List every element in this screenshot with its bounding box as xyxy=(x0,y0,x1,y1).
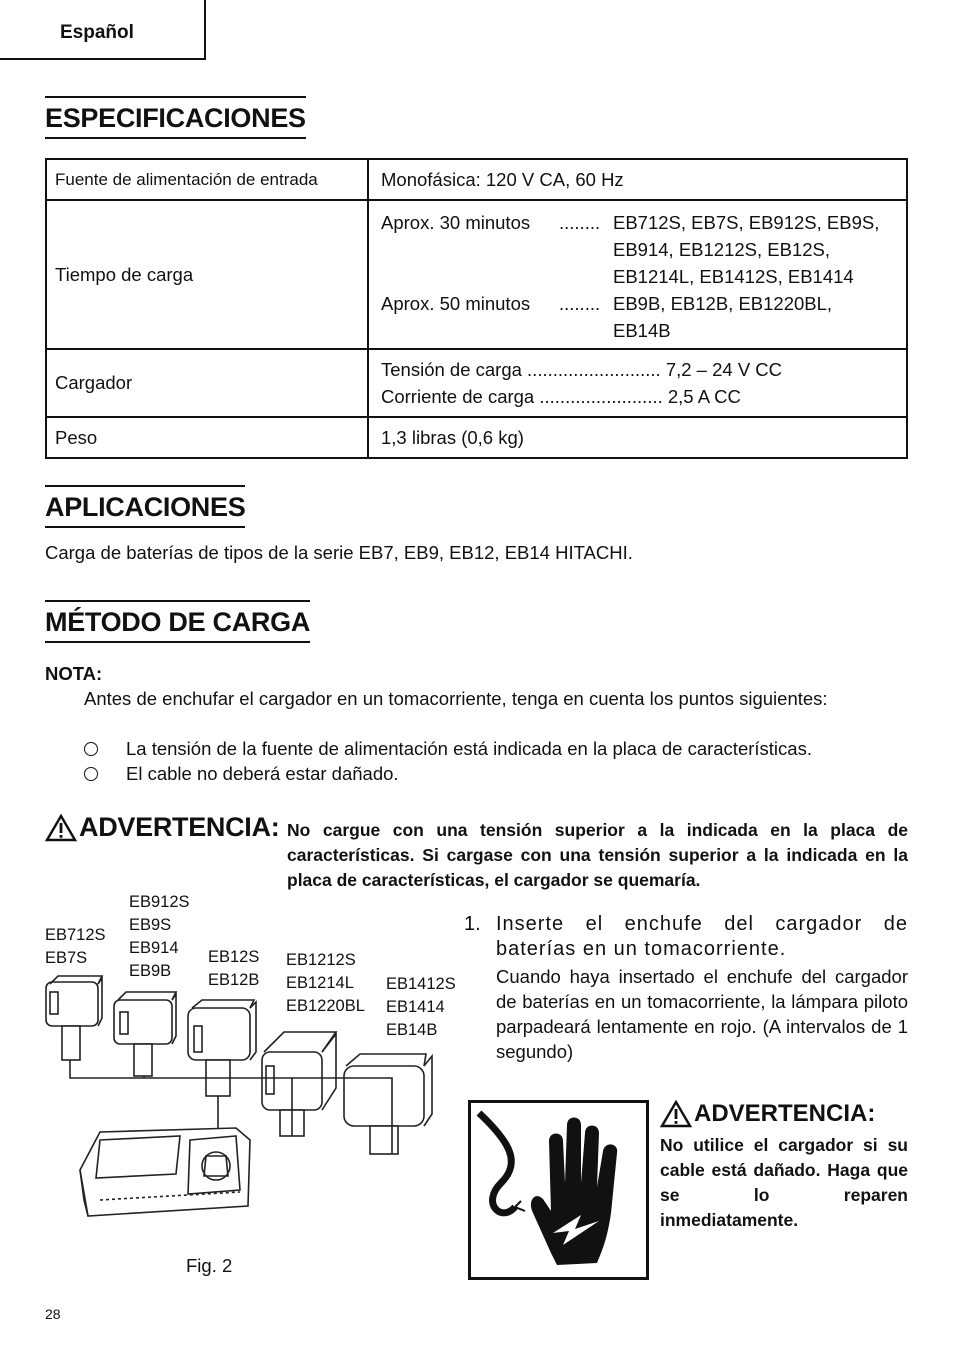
warning2-heading xyxy=(660,1100,875,1128)
spec-value: Aprox. 30 minutos ........ EB712S, EB7S, EB912S, EB9S, EB914, EB1212S, EB12S, EB1214L, EB1412S, EB1414 Aprox. 50 minutos ........ EB9B, EB12B, EB1220BL, EB14B xyxy=(368,200,907,349)
circle-bullet-icon xyxy=(84,767,98,781)
step1-title: Inserte el enchufe del cargador de baterías en un tomacorriente. xyxy=(496,913,908,960)
page-number: 28 xyxy=(45,1306,61,1322)
table-row xyxy=(46,349,907,417)
warning-triangle-icon xyxy=(45,814,77,842)
warning1-heading xyxy=(45,812,279,843)
specifications-title: ESPECIFICACIONES xyxy=(45,96,306,139)
battery-label-group-4: EB1212S EB1214L EB1220BL xyxy=(286,951,365,1015)
spec-value: 1,3 libras (0,6 kg) xyxy=(368,417,907,458)
battery-label-group-1: EB712S EB7S xyxy=(45,926,106,967)
language-tab: Español xyxy=(0,0,206,60)
battery-charger-illustration xyxy=(40,970,460,1250)
note-label: NOTA: xyxy=(45,663,103,684)
note-bullets xyxy=(84,736,914,786)
warning-triangle-icon xyxy=(660,1100,692,1128)
warning1-text: No cargue con una tensión superior a la indicada en la placa de características. Si cargase con una tensión superior a la indicada en la placa de características, el cargador se quemaría. xyxy=(287,820,908,890)
specifications-table xyxy=(45,158,908,459)
table-row xyxy=(46,159,907,200)
applications-title: APLICACIONES xyxy=(45,485,245,528)
list-item: El cable no deberá estar dañado. xyxy=(84,761,914,786)
warning2-label: ADVERTENCIA: xyxy=(694,1100,876,1127)
spec-value: Monofásica: 120 V CA, 60 Hz xyxy=(368,159,907,200)
step1-number: 1. xyxy=(464,913,481,935)
step1-text: Cuando haya insertado el enchufe del cargador de baterías en un tomacorriente, la lámpara piloto parpadeará lentamente en rojo. (A intervalos de 1 segundo) xyxy=(496,966,908,1062)
warning2-text: No utilice el cargador si su cable está dañado. Haga que se lo reparen inmediatamente. xyxy=(660,1135,908,1230)
spec-label: Fuente de alimentación de entrada xyxy=(46,159,368,200)
spec-value: Tensión de carga .......................... 7,2 – 24 V CC Corriente de carga ........................ 2,5 A CC xyxy=(368,349,907,417)
battery-label-group-5: EB1412S EB1414 EB14B xyxy=(386,975,456,1039)
spec-label: Peso xyxy=(46,417,368,458)
warning1-label: ADVERTENCIA: xyxy=(79,812,280,842)
table-row xyxy=(46,417,907,458)
table-row xyxy=(46,200,907,349)
note-text: Antes de enchufar el cargador en un tomacorriente, tenga en cuenta los puntos siguientes: xyxy=(84,688,828,709)
battery-label-group-3: EB12S EB12B xyxy=(208,948,260,989)
spec-label: Cargador xyxy=(46,349,368,417)
list-item: La tensión de la fuente de alimentación está indicada en la placa de características. xyxy=(84,736,914,761)
spec-label: Tiempo de carga xyxy=(46,200,368,349)
battery-label-group-2: EB912S EB9S EB914 EB9B xyxy=(129,893,190,980)
electric-shock-hand-icon xyxy=(468,1100,649,1280)
circle-bullet-icon xyxy=(84,742,98,756)
applications-text: Carga de baterías de tipos de la serie EB7, EB9, EB12, EB14 HITACHI. xyxy=(45,542,633,563)
figure-caption: Fig. 2 xyxy=(186,1255,233,1276)
charging-method-title: MÉTODO DE CARGA xyxy=(45,600,310,643)
